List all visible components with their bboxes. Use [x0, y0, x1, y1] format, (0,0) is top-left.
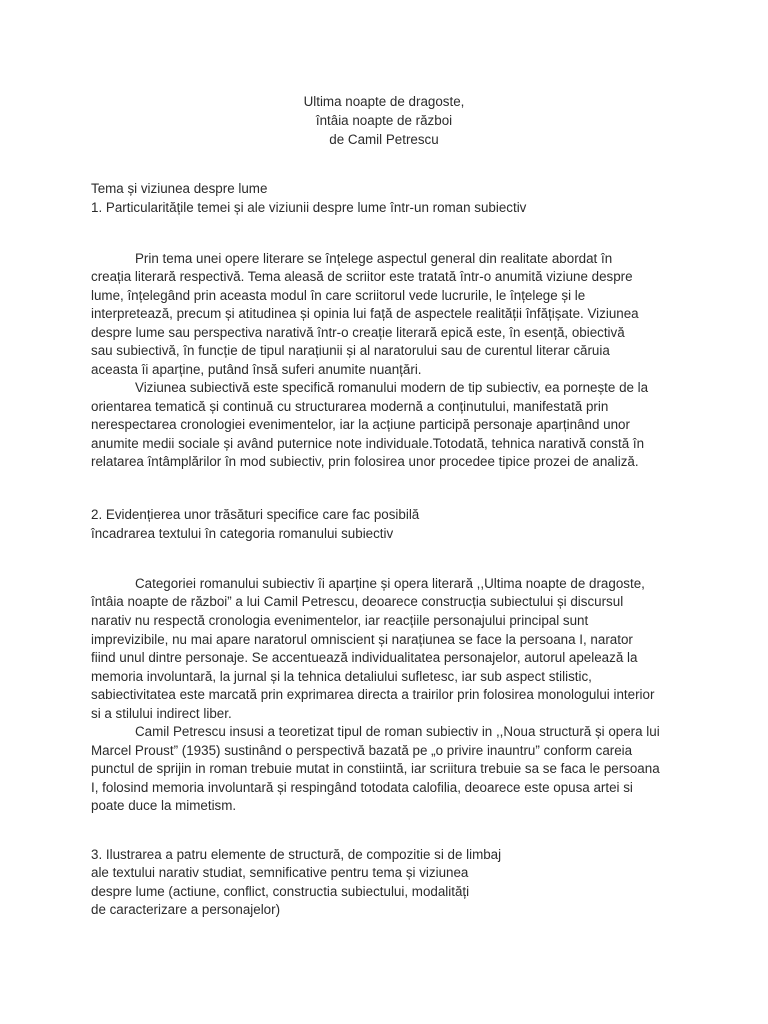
section2-para1-line: si a stilului indirect liber. — [91, 706, 232, 721]
section1-heading-main: Tema și viziunea despre lume — [91, 181, 268, 196]
section1-para2-line: anumite medii sociale și având puternice note individuale.Totodată, tehnica narativă constă în — [91, 436, 645, 451]
section2-para1-line: Categoriei romanului subiectiv îi aparține și opera literară ,,Ultima noapte de dragoste, — [135, 576, 645, 591]
section2-para2-line: I, folosind memoria involuntară și respingând totodata calofilia, deoarece este opusa artei si — [91, 780, 633, 795]
section2-heading-line: încadrarea textului în categoria romanului subiectiv — [91, 526, 394, 541]
section2-para2-line: poate duce la mimetism. — [91, 798, 237, 813]
section2-para2-line: Camil Petrescu insusi a teoretizat tipul de roman subiectiv in ,,Noua structură și opera lui — [135, 724, 660, 739]
section3-heading-line: ale textului narativ studiat, semnificative pentru tema și viziunea — [91, 865, 469, 880]
section2-para1-line: sabiectivitatea este marcată prin exprimarea directa a trairilor prin folosirea monologului interior — [91, 687, 655, 702]
section3-heading-line: despre lume (actiune, conflict, constructia subiectului, modalități — [91, 884, 470, 899]
section3-heading-line: de caracterizare a personajelor) — [91, 902, 281, 917]
section2-para1-line: memoria involuntară, la jurnal și la tehnica detaliului sufletesc, iar sub aspect stilistic, — [91, 669, 592, 684]
section1-para2-line: orientarea tematică și continuă cu structurarea modernă a conținutului, manifestată prin — [91, 399, 609, 414]
section1-para1-line: creația literară respectivă. Tema aleasă de scriitor este tratată într-o anumită viziune despre — [91, 269, 633, 284]
section2-para1-line: narativ nu respectă cronologia evenimentelor, iar reacțiile personajului principal sunt — [91, 613, 589, 628]
section1-para2-line: nerespectarea cronologiei evenimentelor, iar la acțiune participă personaje aparținând unor — [91, 417, 630, 432]
section1-para1-line: Prin tema unei opere literare se înțelege aspectul general din realitate abordat în — [135, 251, 613, 266]
section1-para1-line: despre lume sau perspectiva narativă într-o creație literară epică este, în esență, obiectivă — [91, 325, 625, 340]
section1-para1-line: aceasta îi aparține, putând însă suferi anumite nuanțări. — [91, 362, 422, 377]
title-line-2: întâia noapte de război — [315, 113, 453, 128]
section2-para2-line: punctul de sprijin in roman trebuie mutat in constiintă, iar scriitura trebuie sa se faca le persoana — [91, 761, 660, 776]
section2-para2-line: Marcel Proust” (1935) sustinând o perspectivă bazată pe „o privire inauntru” conform careia — [91, 743, 633, 758]
section2-heading-line: 2. Evidențierea unor trăsături specifice care fac posibilă — [91, 507, 420, 522]
section1-para1-line: lume, înțelegând prin aceasta modul în care scriitorul vede lucrurile, le înțelege și le — [91, 288, 586, 303]
title-line-1: Ultima noapte de dragoste, — [303, 94, 465, 109]
section1-para1-line: interpretează, precum și atitudinea și opinia lui față de aspectele realității înfățișate. Viziunea — [91, 306, 639, 321]
section1-para1-line: sau subiectivă, în funcție de tipul narațiunii și al naratorului sau de curentul literar căruia — [91, 343, 610, 358]
section1-para2-line: relatarea întâmplărilor în mod subiectiv, prin folosirea unor procedee tipice prozei de analiză. — [91, 454, 639, 469]
section1-heading-sub: 1. Particularitățile temei și ale viziunii despre lume într-un roman subiectiv — [91, 200, 527, 215]
section1-para2-line: Viziunea subiectivă este specifică romanului modern de tip subiectiv, ea pornește de la — [135, 380, 649, 395]
section2-para1-line: imprevizibile, nu mai apare naratorul omniscient și narațiunea se face la persoana I, narator — [91, 632, 633, 647]
section2-para1-line: fiind unul dintre personaje. Se accentuează individualitatea personajelor, autorul apelează la — [91, 650, 638, 665]
title-line-3: de Camil Petrescu — [329, 132, 439, 147]
section2-para1-line: întâia noapte de război” a lui Camil Petrescu, deoarece construcția subiectului și discursul — [91, 594, 624, 609]
section3-heading-line: 3. Ilustrarea a patru elemente de structură, de compozitie si de limbaj — [91, 847, 502, 862]
